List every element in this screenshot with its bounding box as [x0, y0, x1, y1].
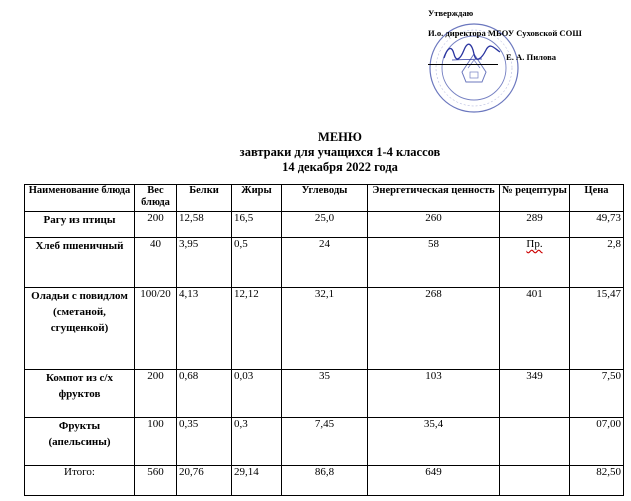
dish-carbs: 24	[282, 238, 368, 288]
table-total-row	[25, 466, 624, 496]
dish-recipe	[500, 418, 570, 466]
table-row	[25, 288, 624, 370]
dish-recipe: 289	[500, 212, 570, 238]
header-energy: Энергетическая ценность	[368, 185, 500, 212]
table-row	[25, 238, 624, 288]
dish-fat: 0,5	[232, 238, 282, 288]
dish-price: 49,73	[570, 212, 624, 238]
dish-fat: 0,3	[232, 418, 282, 466]
table-row	[25, 212, 624, 238]
header-carbs: Углеводы	[282, 185, 368, 212]
title-line-1: МЕНЮ	[318, 130, 362, 144]
dish-carbs: 35	[282, 370, 368, 418]
total-weight: 560	[135, 466, 177, 496]
total-carbs: 86,8	[282, 466, 368, 496]
dish-name: Компот из с/х фруктов	[25, 370, 135, 418]
dish-recipe: 401	[500, 288, 570, 370]
dish-name: Фрукты (апельсины)	[25, 418, 135, 466]
header-price: Цена	[570, 185, 624, 212]
dish-weight: 200	[135, 370, 177, 418]
menu-title	[150, 130, 530, 175]
signature-icon	[442, 40, 502, 64]
title-line-3: 14 декабря 2022 года	[282, 160, 398, 174]
dish-recipe: 349	[500, 370, 570, 418]
approval-position: И.о. директора МБОУ Суховской СОШ	[428, 28, 582, 38]
dish-energy: 260	[368, 212, 500, 238]
header-recipe: № рецептуры	[500, 185, 570, 212]
header-weight: Вес блюда	[135, 185, 177, 212]
dish-carbs: 32,1	[282, 288, 368, 370]
table-row	[25, 370, 624, 418]
dish-energy: 35,4	[368, 418, 500, 466]
dish-name: Оладьи с повидлом (сметаной, сгущенкой)	[25, 288, 135, 370]
dish-energy: 268	[368, 288, 500, 370]
dish-protein: 3,95	[177, 238, 232, 288]
header-protein: Белки	[177, 185, 232, 212]
dish-carbs: 7,45	[282, 418, 368, 466]
approval-heading: Утверждаю	[428, 8, 474, 18]
recipe-text: Пр.	[526, 238, 543, 250]
total-energy: 649	[368, 466, 500, 496]
total-protein: 20,76	[177, 466, 232, 496]
approval-name: Е. А. Пилова	[506, 52, 557, 62]
dish-protein: 12,58	[177, 212, 232, 238]
dish-weight: 40	[135, 238, 177, 288]
dish-price: 15,47	[570, 288, 624, 370]
signature-line	[428, 64, 498, 65]
dish-price: 2,8	[570, 238, 624, 288]
total-price: 82,50	[570, 466, 624, 496]
dish-protein: 0,68	[177, 370, 232, 418]
dish-protein: 4,13	[177, 288, 232, 370]
total-recipe	[500, 466, 570, 496]
dish-recipe	[500, 238, 570, 288]
dish-protein: 0,35	[177, 418, 232, 466]
total-label: Итого:	[25, 466, 135, 496]
header-dish: Наименование блюда	[25, 185, 135, 212]
dish-name: Рагу из птицы	[25, 212, 135, 238]
table-row	[25, 418, 624, 466]
dish-name: Хлеб пшеничный	[25, 238, 135, 288]
dish-price: 07,00	[570, 418, 624, 466]
title-line-2: завтраки для учащихся 1-4 классов	[239, 145, 441, 159]
dish-energy: 58	[368, 238, 500, 288]
dish-carbs: 25,0	[282, 212, 368, 238]
dish-weight: 100	[135, 418, 177, 466]
dish-weight: 100/20	[135, 288, 177, 370]
approval-block	[428, 8, 628, 126]
total-fat: 29,14	[232, 466, 282, 496]
header-fat: Жиры	[232, 185, 282, 212]
dish-price: 7,50	[570, 370, 624, 418]
dish-fat: 12,12	[232, 288, 282, 370]
dish-fat: 0,03	[232, 370, 282, 418]
dish-weight: 200	[135, 212, 177, 238]
table-header-row	[25, 185, 624, 212]
menu-table	[24, 184, 624, 496]
dish-energy: 103	[368, 370, 500, 418]
dish-fat: 16,5	[232, 212, 282, 238]
